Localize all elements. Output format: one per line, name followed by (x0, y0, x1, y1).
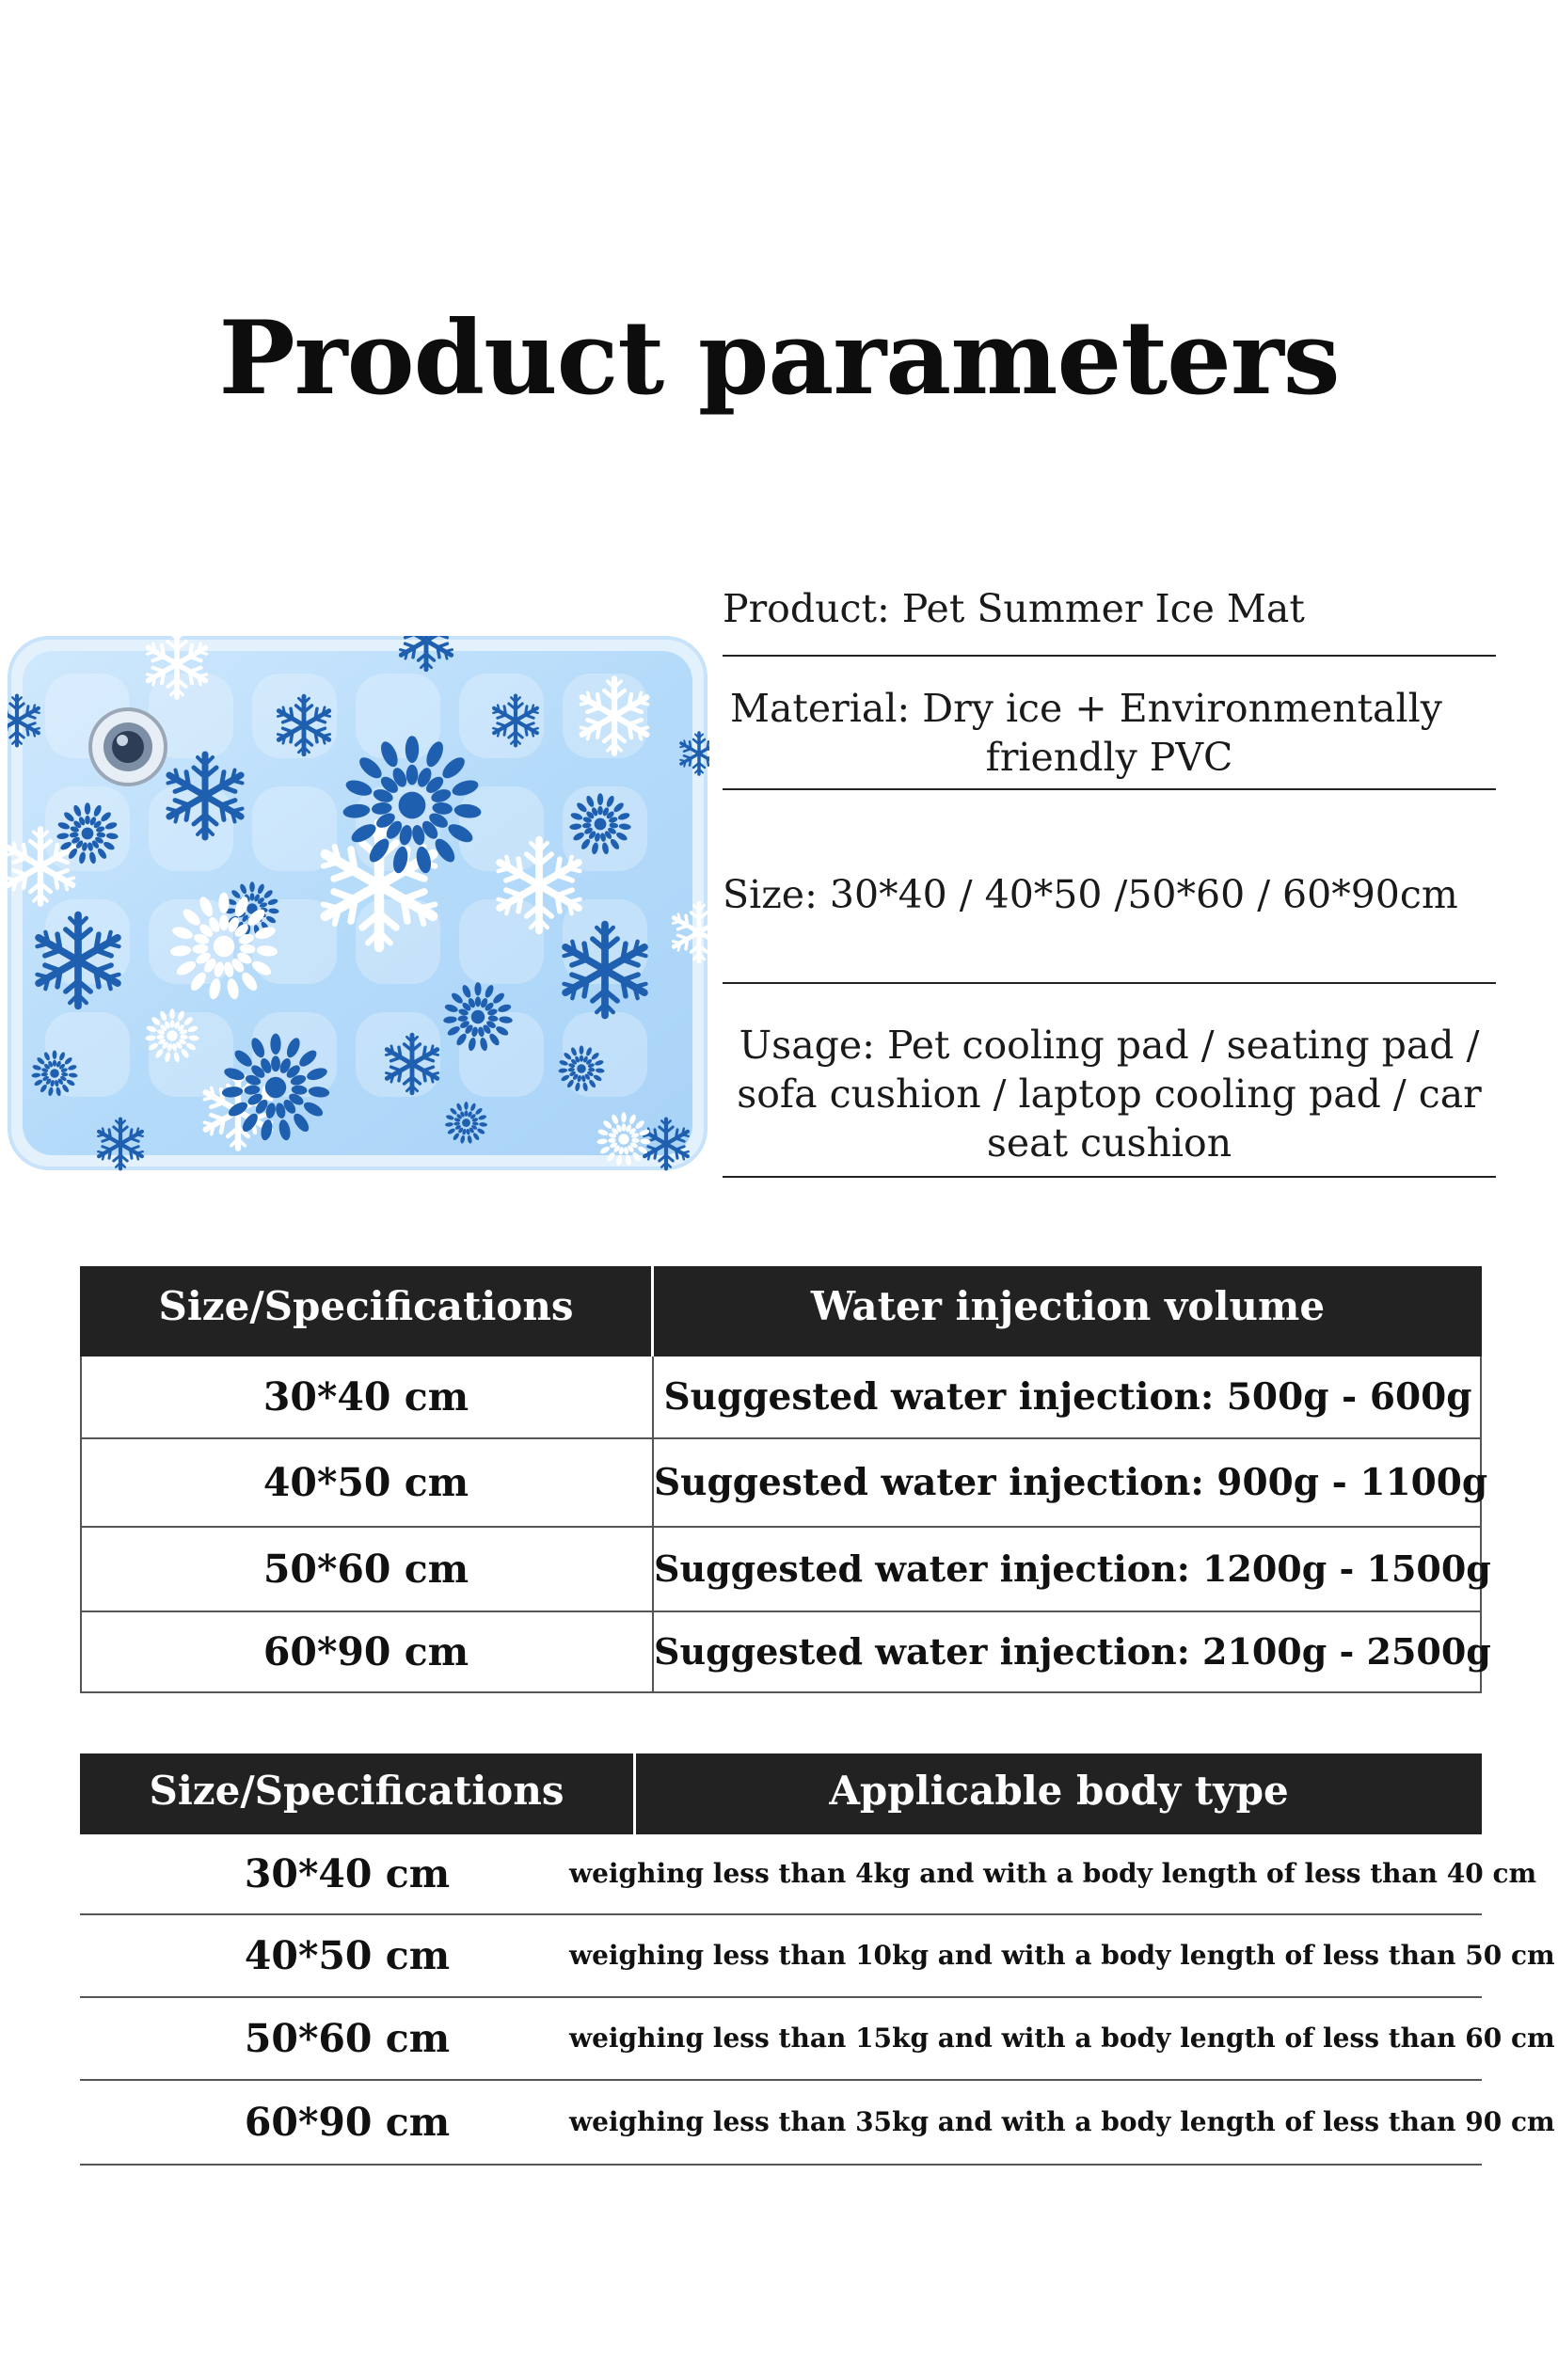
body-type-cell: weighing less than 35kg and with a body length of less than 90 cm (569, 2106, 1555, 2137)
water-cell: Suggested water injection: 500g - 600g (663, 1375, 1472, 1419)
size-cell: 40*50 cm (262, 1460, 469, 1505)
usage-line-1: Usage: Pet cooling pad / seating pad / (739, 1023, 1480, 1068)
product-name: Product: Pet Summer Ice Mat (723, 586, 1305, 631)
table-row (80, 1439, 1488, 1526)
body-type-cell: weighing less than 15kg and with a body length of less than 60 cm (569, 2023, 1555, 2054)
material-line-2: friendly PVC (985, 735, 1233, 780)
table-header (80, 1266, 1482, 1357)
water-cell: Suggested water injection: 900g - 1100g (654, 1461, 1488, 1504)
column-header-size: Size/Specifications (158, 1283, 574, 1329)
table-row (80, 2081, 1555, 2164)
water-cell: Suggested water injection: 2100g - 2500g (654, 1630, 1491, 1673)
size-cell: 30*40 cm (244, 1851, 451, 1896)
table-row (80, 1357, 1482, 1437)
size-list: Size: 30*40 / 40*50 /50*60 / 60*90cm (723, 872, 1458, 917)
table-row (80, 1915, 1555, 1996)
size-cell: 60*90 cm (262, 1629, 469, 1674)
column-header-size: Size/Specifications (149, 1768, 564, 1814)
body-type-cell: weighing less than 4kg and with a body length of less than 40 cm (569, 1858, 1537, 1889)
material-line-1: Material: Dry ice + Environmentally (730, 686, 1442, 731)
size-cell: 60*90 cm (244, 2100, 451, 2145)
divider (723, 655, 1496, 657)
usage-line-3: seat cushion (986, 1120, 1232, 1166)
body-type-table (80, 1753, 1555, 2167)
size-cell: 30*40 cm (262, 1374, 469, 1420)
divider (723, 1176, 1496, 1178)
body-type-cell: weighing less than 10kg and with a body length of less than 50 cm (569, 1940, 1555, 1971)
column-header-water: Water injection volume (810, 1283, 1326, 1329)
column-header-body-type: Applicable body type (829, 1768, 1289, 1814)
water-cell: Suggested water injection: 1200g - 1500g (654, 1547, 1491, 1590)
table-row (80, 1834, 1537, 1913)
table-header (80, 1753, 1482, 1834)
table-row (80, 1612, 1491, 1691)
divider (723, 982, 1496, 984)
table-row (80, 1998, 1555, 2079)
size-cell: 50*60 cm (262, 1547, 469, 1592)
divider (723, 788, 1496, 790)
size-cell: 50*60 cm (244, 2016, 451, 2061)
water-injection-table (80, 1266, 1491, 1693)
ice-mat-image (8, 636, 709, 1172)
valve-icon (90, 709, 166, 785)
table-row (80, 1528, 1491, 1610)
page-title: Product parameters (218, 299, 1340, 418)
size-cell: 40*50 cm (244, 1933, 451, 1978)
usage-line-2: sofa cushion / laptop cooling pad / car (737, 1071, 1482, 1117)
